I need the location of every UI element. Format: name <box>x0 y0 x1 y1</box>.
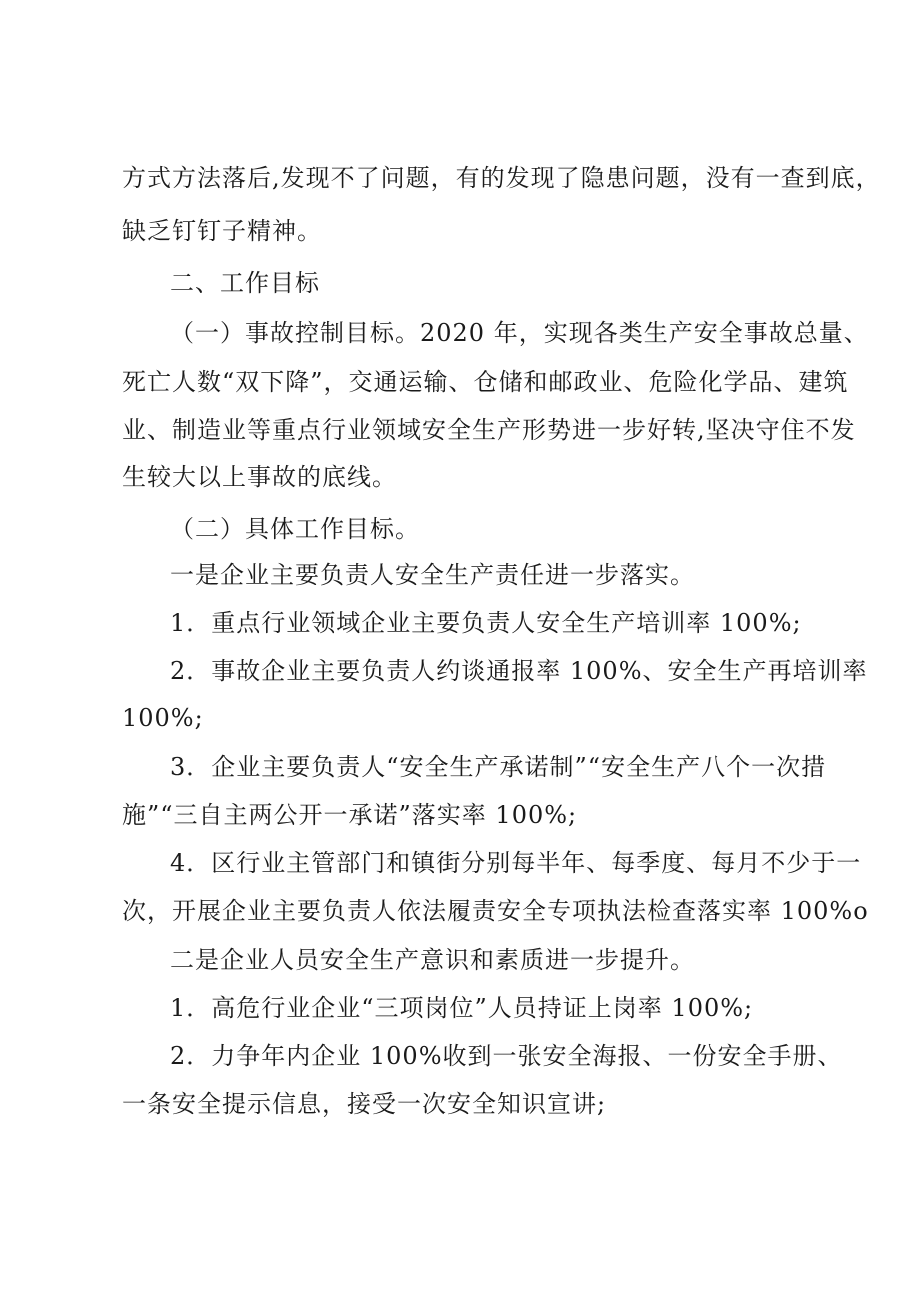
text-line: （一）事故控制目标。2020 年，实现各类生产安全事故总量、 <box>170 319 869 347</box>
text-line: 一条安全提示信息，接受一次安全知识宣讲; <box>122 1090 607 1118</box>
text-line: 生较大以上事故的底线。 <box>122 463 397 491</box>
text-line: 业、制造业等重点行业领域安全生产形势进一步好转,坚决守住不发 <box>122 416 856 444</box>
text-line: 4．区行业主管部门和镇街分别每半年、每季度、每月不少于一 <box>170 849 862 877</box>
text-line: 二是企业人员安全生产意识和素质进一步提升。 <box>170 946 695 974</box>
text-line: 1．重点行业领域企业主要负责人安全生产培训率 100%; <box>170 609 802 637</box>
text-line: 缺乏钉钉子精神。 <box>122 217 322 245</box>
text-line: 次，开展企业主要负责人依法履责安全专项执法检查落实率 100%o <box>122 897 869 925</box>
text-line: 死亡人数“双下降”，交通运输、仓储和邮政业、危险化学品、建筑 <box>122 368 849 396</box>
text-line: 1．高危行业企业“三项岗位”人员持证上岗率 100%; <box>170 994 754 1022</box>
subsection-heading: （二）具体工作目标。 <box>170 515 420 543</box>
text-line: 2．力争年内企业 100%收到一张安全海报、一份安全手册、 <box>170 1042 843 1070</box>
text-line: 3．企业主要负责人“安全生产承诺制”“安全生产八个一次措 <box>170 753 827 781</box>
text-line: 一是企业主要负责人安全生产责任进一步落实。 <box>170 561 695 589</box>
text-line: 100%; <box>122 704 204 732</box>
text-line: 2．事故企业主要负责人约谈通报率 100%、安全生产再培训率 <box>170 657 868 685</box>
text-line: 方式方法落后,发现不了问题，有的发现了隐患问题，没有一查到底， <box>122 164 881 192</box>
text-line: 施”“三自主两公开一承诺”落实率 100%; <box>122 801 578 829</box>
section-heading: 二、工作目标 <box>170 269 320 297</box>
